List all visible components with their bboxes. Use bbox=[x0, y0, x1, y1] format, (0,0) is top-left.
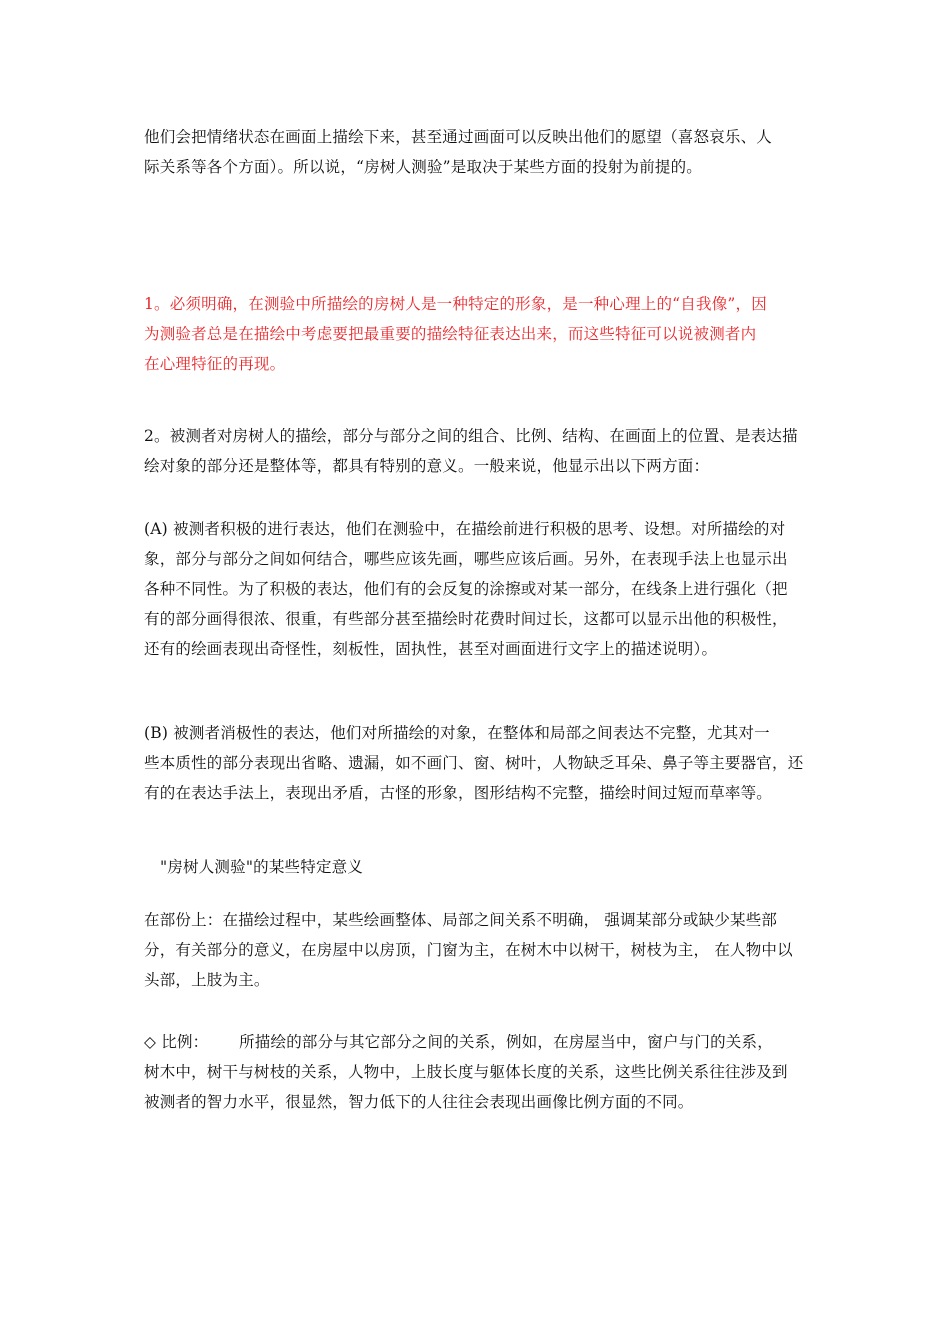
text-line: 绘对象的部分还是整体等，都具有特别的意义。一般来说，他显示出以下两方面： bbox=[144, 457, 710, 475]
text-line: 还有的绘画表现出奇怪性，刻板性，固执性，甚至对画面进行文字上的描述说明）。 bbox=[144, 640, 718, 658]
text-line: 2。被测者对房树人的描绘，部分与部分之间的组合、比例、结构、在画面上的位置、是表达描 bbox=[144, 427, 798, 445]
text-line: 有的在表达手法上，表现出矛盾，古怪的形象，图形结构不完整，描绘时间过短而草率等。 bbox=[144, 784, 773, 802]
paragraph-proportion bbox=[144, 1027, 810, 1117]
text-line: 他们会把情绪状态在画面上描绘下来，甚至通过画面可以反映出他们的愿望（喜怒哀乐、人 bbox=[144, 128, 773, 146]
paragraph-point-1 bbox=[144, 289, 810, 379]
text-line: 被测者的智力水平，很显然，智力低下的人往往会表现出画像比例方面的不同。 bbox=[144, 1093, 694, 1111]
text-line: 些本质性的部分表现出省略、遗漏，如不画门、窗、树叶，人物缺乏耳朵、鼻子等主要器官，还 bbox=[144, 754, 804, 772]
text-line: 为测验者总是在描绘中考虑要把最重要的描绘特征表达出来，而这些特征可以说被测者内 bbox=[144, 325, 757, 343]
text-line: 头部，上肢为主。 bbox=[144, 971, 270, 989]
section-title bbox=[160, 852, 826, 882]
text-line: 在部份上：在描绘过程中，某些绘画整体、局部之间关系不明确， 强调某部分或缺少某些部 bbox=[144, 911, 778, 929]
paragraph-point-b bbox=[144, 718, 810, 808]
paragraph-intro bbox=[144, 122, 810, 182]
text-line: ◇ 比例： 所描绘的部分与其它部分之间的关系，例如，在房屋当中，窗户与门的关系， bbox=[144, 1033, 773, 1051]
text-line: 有的部分画得很浓、很重，有些部分甚至描绘时花费时间过长，这都可以显示出他的积极性， bbox=[144, 610, 788, 628]
text-line: 在心理特征的再现。 bbox=[144, 355, 286, 373]
text-line: "房树人测验"的某些特定意义 bbox=[160, 858, 364, 876]
text-line: 各种不同性。为了积极的表达，他们有的会反复的涂擦或对某一部分，在线条上进行强化（把 bbox=[144, 580, 788, 598]
paragraph-point-2 bbox=[144, 421, 810, 481]
text-line: 树木中，树干与树枝的关系，人物中，上肢长度与躯体长度的关系，这些比例关系往往涉及到 bbox=[144, 1063, 788, 1081]
text-line: 象，部分与部分之间如何结合，哪些应该先画，哪些应该后画。另外，在表现手法上也显示出 bbox=[144, 550, 788, 568]
text-line: (A) 被测者积极的进行表达，他们在测验中，在描绘前进行积极的思考、设想。对所描绘的对 bbox=[144, 520, 786, 538]
text-line: (B) 被测者消极性的表达，他们对所描绘的对象，在整体和局部之间表达不完整，尤其对一 bbox=[144, 724, 770, 742]
paragraph-point-a bbox=[144, 514, 810, 664]
text-line: 1。必须明确，在测验中所描绘的房树人是一种特定的形象，是一种心理上的“自我像”，因 bbox=[144, 295, 767, 313]
text-line: 际关系等各个方面）。所以说，“房树人测验”是取决于某些方面的投射为前提的。 bbox=[144, 158, 703, 176]
paragraph-parts bbox=[144, 905, 810, 995]
text-line: 分，有关部分的意义，在房屋中以房顶，门窗为主，在树木中以树干，树枝为主， 在人物中以 bbox=[144, 941, 793, 959]
